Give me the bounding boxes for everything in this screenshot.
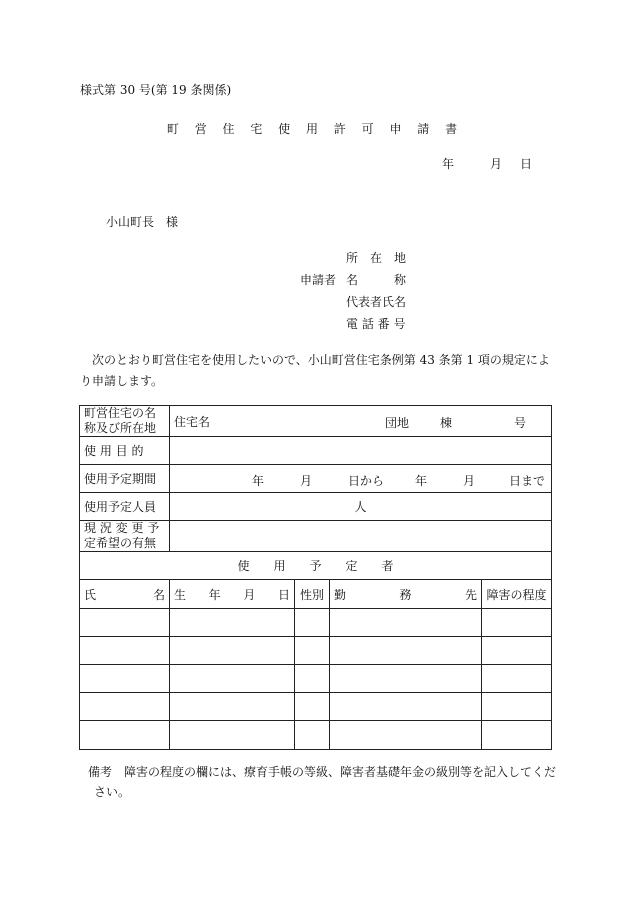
applicant-name-row — [300, 271, 410, 288]
user-sex-cell[interactable] — [295, 721, 330, 750]
user-name-cell[interactable] — [80, 609, 170, 637]
period-from: 日から — [348, 474, 385, 488]
col-header-disability: 障害の程度 — [482, 580, 552, 609]
user-name-cell[interactable] — [80, 637, 170, 665]
change-row — [80, 521, 552, 552]
col-name-char-2: 名 — [152, 587, 165, 602]
change-value-cell[interactable] — [170, 521, 552, 552]
purpose-value-cell[interactable] — [170, 437, 552, 465]
user-disability-cell[interactable] — [482, 637, 552, 665]
housing-label-cell — [80, 406, 170, 437]
user-row — [80, 721, 552, 750]
user-sex-cell[interactable] — [295, 637, 330, 665]
period-month-1: 月 — [300, 474, 313, 488]
user-disability-cell[interactable] — [482, 721, 552, 750]
user-name-cell[interactable] — [80, 693, 170, 721]
col-birth-char-3: 月 — [243, 587, 256, 602]
period-value-cell[interactable] — [170, 465, 552, 493]
col-birth-char-1: 生 — [174, 587, 187, 602]
period-row — [80, 465, 552, 493]
applicant-rep-label: 代表者氏名 — [346, 295, 407, 309]
users-title-row — [80, 552, 552, 580]
date-line — [442, 155, 532, 172]
user-work-cell[interactable] — [330, 637, 482, 665]
user-name-cell[interactable] — [80, 721, 170, 750]
col-work-char-2: 務 — [399, 587, 412, 602]
applicant-rep-row — [300, 293, 410, 310]
user-birth-cell[interactable] — [170, 665, 295, 693]
col-name-char-1: 氏 — [84, 587, 97, 602]
application-table — [79, 405, 552, 750]
user-disability-cell[interactable] — [482, 665, 552, 693]
period-until: 日まで — [509, 474, 546, 488]
users-header-row — [80, 580, 552, 609]
user-work-cell[interactable] — [330, 665, 482, 693]
user-row — [80, 665, 552, 693]
document-title: 町 営 住 宅 使 用 許 可 申 請 書 — [166, 122, 464, 136]
persons-unit: 人 — [354, 500, 367, 514]
col-work-char-3: 先 — [464, 587, 477, 602]
date-month: 月 — [490, 157, 503, 171]
users-title: 使 用 予 定 者 — [80, 552, 552, 580]
housing-label-line2: 称及び所在地 — [84, 421, 157, 435]
persons-row — [80, 493, 552, 521]
user-birth-cell[interactable] — [170, 693, 295, 721]
user-work-cell[interactable] — [330, 693, 482, 721]
period-month-2: 月 — [463, 474, 476, 488]
user-birth-cell[interactable] — [170, 637, 295, 665]
user-sex-cell[interactable] — [295, 693, 330, 721]
user-work-cell[interactable] — [330, 721, 482, 750]
housing-building-label: 棟 — [440, 416, 453, 430]
change-label-line1: 現 況 変 更 予 — [84, 521, 160, 535]
user-disability-cell[interactable] — [482, 609, 552, 637]
user-sex-cell[interactable] — [295, 609, 330, 637]
col-birth-char-2: 年 — [208, 587, 221, 602]
user-row — [80, 693, 552, 721]
user-name-cell[interactable] — [80, 665, 170, 693]
col-header-sex: 性別 — [295, 580, 330, 609]
applicant-address-label: 所 在 地 — [346, 251, 407, 265]
applicant-name-label: 名 称 — [346, 273, 407, 287]
col-birth-char-4: 日 — [277, 587, 290, 602]
housing-row — [80, 406, 552, 437]
body-text: 次のとおり町営住宅を使用したいので、小山町営住宅条例第 43 条第 1 項の規定により申請します。 — [80, 353, 550, 388]
housing-complex-label: 団地 — [385, 416, 410, 430]
period-year-1: 年 — [252, 474, 265, 488]
col-header-work — [330, 580, 482, 609]
user-disability-cell[interactable] — [482, 693, 552, 721]
remarks-note — [88, 762, 558, 802]
user-row — [80, 609, 552, 637]
applicant-phone-label: 電 話 番 号 — [346, 317, 406, 331]
remarks-line2: さい。 — [94, 785, 131, 799]
user-work-cell[interactable] — [330, 609, 482, 637]
change-label-cell — [80, 521, 170, 552]
col-work-char-1: 勤 — [334, 587, 347, 602]
change-label-line2: 定希望の有無 — [84, 536, 157, 550]
applicant-address-row — [300, 249, 410, 266]
user-row — [80, 637, 552, 665]
housing-number-label: 号 — [514, 416, 527, 430]
remarks-line1: 備考 障害の程度の欄には、療育手帳の等級、障害者基礎年金の級別等を記入してくだ — [88, 765, 557, 779]
user-sex-cell[interactable] — [295, 665, 330, 693]
housing-name-label: 住宅名 — [174, 414, 211, 429]
housing-label-line1: 町営住宅の名 — [84, 406, 157, 420]
user-birth-cell[interactable] — [170, 609, 295, 637]
date-year: 年 — [442, 157, 455, 171]
col-header-name — [80, 580, 170, 609]
purpose-row — [80, 437, 552, 465]
period-year-2: 年 — [415, 474, 428, 488]
applicant-role: 申請者 — [300, 273, 337, 287]
form-number: 様式第 30 号(第 19 条関係) — [80, 83, 232, 97]
period-label: 使用予定期間 — [80, 465, 170, 493]
addressee: 小山町長 様 — [106, 215, 179, 229]
purpose-label: 使 用 目 的 — [80, 437, 170, 465]
persons-value-cell[interactable] — [170, 493, 552, 521]
date-day: 日 — [520, 157, 533, 171]
col-header-birth — [170, 580, 295, 609]
housing-value-cell[interactable] — [170, 406, 552, 437]
user-birth-cell[interactable] — [170, 721, 295, 750]
persons-label: 使用予定人員 — [80, 493, 170, 521]
applicant-phone-row — [300, 315, 410, 332]
